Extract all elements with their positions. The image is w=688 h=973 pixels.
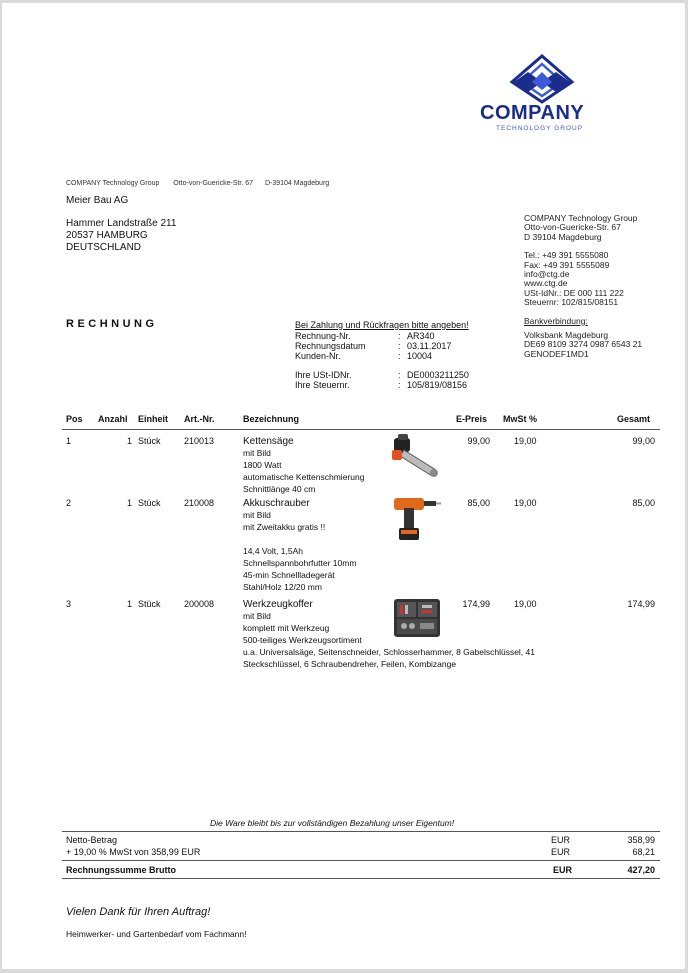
- toolbox-image: [392, 595, 442, 641]
- closing-tagline: Heimwerker- und Gartenbedarf vom Fachmann!: [66, 929, 247, 939]
- totals-bottom-divider: [62, 878, 660, 879]
- drill-image: [390, 494, 442, 544]
- vat-label: + 19,00 % MwSt von 358,99 EUR: [66, 847, 201, 857]
- netto-value: 358,99: [627, 835, 655, 845]
- company-info-steuer: Steuernr: 102/815/08151: [524, 297, 619, 308]
- vat-value: 68,21: [632, 847, 655, 857]
- totals-top-divider: [62, 831, 660, 832]
- recipient-street: Hammer Landstraße 211: [66, 218, 177, 229]
- row-einheit: Stück: [138, 599, 161, 609]
- row-title: Akkuschrauber: [243, 498, 310, 509]
- row-gesamt: 85,00: [632, 498, 655, 508]
- company-info-tel: Tel.: +49 391 5555080: [524, 250, 609, 261]
- company-info-ustid: USt-IdNr.: DE 000 111 222: [524, 287, 624, 298]
- invoice-note: Bei Zahlung und Rückfragen bitte angeben!: [295, 320, 469, 330]
- thanks-text: Vielen Dank für Ihren Auftrag!: [66, 906, 211, 918]
- row-einheit: Stück: [138, 436, 161, 446]
- bank-iban: DE69 8109 3274 0987 6543 21: [524, 339, 643, 350]
- netto-currency: EUR: [551, 835, 571, 845]
- row-epreis: 99,00: [467, 436, 490, 446]
- invoice-title: RECHNUNG: [66, 318, 158, 330]
- table-row: [0, 599, 688, 674]
- sender-street: Otto-von-Guericke-Str. 67: [173, 180, 254, 187]
- col-mwst: MwSt %: [503, 414, 538, 424]
- col-art: Art.-Nr.: [184, 414, 215, 424]
- logo-name: COMPANY: [480, 102, 585, 124]
- netto-label: Netto-Betrag: [66, 835, 118, 845]
- vat-currency: EUR: [551, 847, 571, 857]
- row-description: Kettensäge mit Bild 1800 Watt automatische Kettenschmierung Schnittlänge 40 cm: [243, 436, 393, 495]
- row-description: Akkuschrauber mit Bild mit Zweitakku gratis !! 14,4 Volt, 1,5Ah Schnellspannbohrfutter 10mm 45-min Schnellladegerät Stahl/Holz 12/20 mm: [243, 498, 393, 593]
- company-info-web: www.ctg.de: [524, 278, 568, 289]
- row-epreis: 85,00: [467, 498, 490, 508]
- invoice-field-number: Rechnung-Nr. : AR340: [295, 331, 435, 341]
- page-top-edge: [0, 0, 688, 3]
- chainsaw-image: [390, 432, 442, 482]
- row-mwst: 19,00: [514, 599, 537, 609]
- ownership-note: Die Ware bleibt bis zur vollständigen Bezahlung unser Eigentum!: [210, 818, 455, 828]
- invoice-field-steuer: Ihre Steuernr. : 105/819/08156: [295, 380, 468, 390]
- row-art: 210013: [184, 436, 215, 446]
- row-mwst: 19,00: [514, 498, 537, 508]
- logo-tagline: TECHNOLOGY GROUP: [496, 125, 584, 132]
- recipient-address: [66, 218, 176, 254]
- sender-city: D-39104 Magdeburg: [264, 180, 330, 187]
- invoice-fields: [295, 331, 469, 390]
- company-info-name: COMPANY Technology Group: [524, 213, 638, 223]
- col-epreis: E-Preis: [456, 414, 488, 424]
- row-epreis: 174,99: [462, 599, 490, 609]
- logo-diamond-icon: [472, 52, 612, 104]
- row-pos: 3: [66, 599, 72, 609]
- row-anzahl: 1: [126, 498, 132, 508]
- table-header-divider: [62, 429, 660, 430]
- bank-name: Volksbank Magdeburg: [524, 330, 609, 341]
- invoice-field-date: Rechnungsdatum : 03.11.2017: [295, 341, 452, 351]
- company-info-email: info@ctg.de: [524, 269, 570, 280]
- col-pos: Pos: [66, 414, 83, 424]
- row-mwst: 19,00: [514, 436, 537, 446]
- brutto-value: 427,20: [627, 865, 655, 875]
- row-anzahl: 1: [126, 599, 132, 609]
- row-pos: 1: [66, 436, 72, 446]
- company-info-fax: Fax: +49 391 5555089: [524, 259, 610, 270]
- invoice-field-customer: Kunden-Nr. : 10004: [295, 351, 433, 361]
- row-title: Kettensäge: [243, 436, 294, 447]
- row-art: 210008: [184, 498, 215, 508]
- sender-company: COMPANY Technology Group: [66, 180, 160, 187]
- totals-mid-divider: [62, 860, 660, 861]
- bank-bic: GENODEF1MD1: [524, 348, 589, 359]
- recipient-name: Meier Bau AG: [66, 195, 129, 206]
- recipient-city: 20537 HAMBURG: [66, 230, 148, 241]
- col-bezeichnung: Bezeichnung: [243, 414, 300, 424]
- company-logo: [472, 52, 612, 142]
- row-einheit: Stück: [138, 498, 161, 508]
- row-title: Werkzeugkoffer: [243, 599, 313, 610]
- row-art: 200008: [184, 599, 215, 609]
- bank-heading: Bankverbindung:: [524, 315, 588, 326]
- col-gesamt: Gesamt: [617, 414, 651, 424]
- col-anzahl: Anzahl: [98, 414, 128, 424]
- recipient-country: DEUTSCHLAND: [66, 242, 142, 253]
- brutto-label: Rechnungssumme Brutto: [66, 865, 177, 875]
- row-description: Werkzeugkoffer mit Bild komplett mit Werkzeug 500-teiliges Werkzeugsortiment u.a. Universalsäge, Seitenschneider, Schlosserhammer, 8 Gabelschlüssel, 41 Steckschlüssel, 6 Schraubendreher, Feilen, Kombizange: [243, 599, 573, 670]
- row-anzahl: 1: [126, 436, 132, 446]
- invoice-field-ustid: Ihre USt-IDNr. : DE0003211250: [295, 370, 469, 380]
- col-einheit: Einheit: [138, 414, 169, 424]
- table-row: [0, 498, 688, 598]
- brutto-currency: EUR: [553, 865, 573, 875]
- row-gesamt: 174,99: [627, 599, 655, 609]
- company-info: [524, 214, 642, 359]
- table-row: [0, 436, 688, 496]
- page-bottom-edge: [0, 969, 688, 973]
- row-gesamt: 99,00: [632, 436, 655, 446]
- sender-line: [66, 180, 329, 187]
- company-info-street: Otto-von-Guericke-Str. 67: [524, 222, 621, 233]
- company-info-city: D 39104 Magdeburg: [524, 231, 602, 242]
- row-pos: 2: [66, 498, 72, 508]
